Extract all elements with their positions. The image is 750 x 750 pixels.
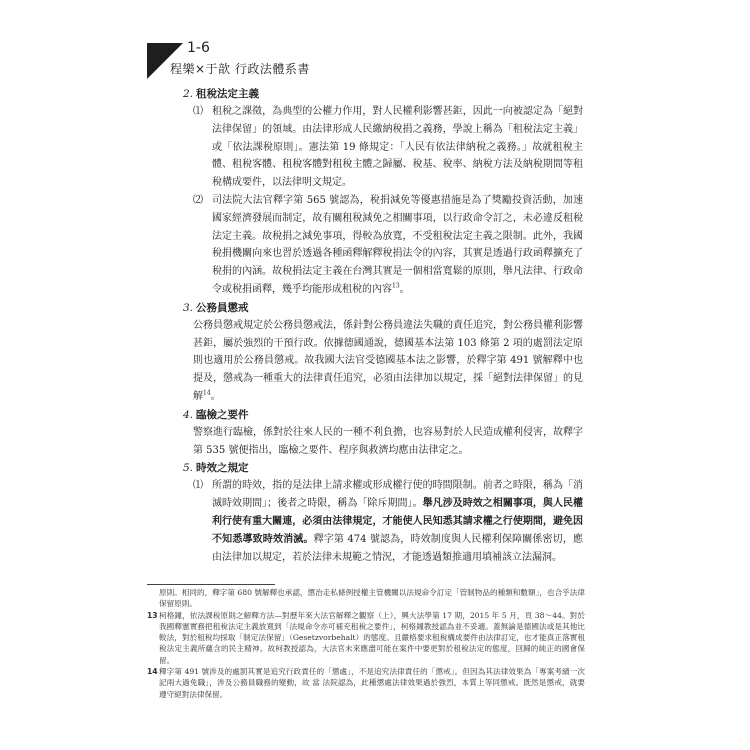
footnote-divider [147,584,275,585]
section-heading-2: 2. 租稅法定主義 [183,88,260,100]
list-item: ⑵ 司法院大法官釋字第 565 號認為，稅捐減免等優惠措施是為了獎勵投資活動，加速國家經濟發展而制定，故有關租稅減免之相關事項，以行政命令訂之，未必違反租稅法定主義。故稅捐之減免事項，得較為放寬，不受租稅法定主義之限制。此外，我國稅捐機關向來也習於透過各種函釋解釋稅捐法令的內容，其實是透過行政函釋擴充了稅捐的內涵。故稅捐法定主義在台灣其實是一個相當寬鬆的原則，舉凡法律、行政命令或稅捐函釋，幾乎均能形成租稅的內容$^{13}$。 [193,194,583,295]
footnotes [147,587,585,700]
footnote-ref-14: 14 [203,389,211,397]
footnote-13: 13 柯格鐘，依法課稅原則之解釋方法—對歷年來大法官解釋之觀察（上），興大法學第 17 期，2015 年 5 月，頁 38～44。對於我國釋憲實務把租稅法定主義放寬到「法規命令亦可補充租稅之要件」，柯格鐘教授認為並不妥適。蓋無論是德國法或是其他比較法，對於租稅均採取「制定法保留」（Gesetzvorbehalt）的態度。且嚴格要求租稅構成要件由法律訂定，也才能真正落實租稅法定主義所蘊含的民主精神。故柯教授認為，大法官未來應盡可能在案件中要更對於租稅法定的態度，回歸的純正的國會保留。 [147,610,585,665]
footnote-continued: 原則。相同的，釋字第 680 號解釋也承認，懲治走私條例授權主管機關以法規命令訂定「管制物品的種類和數額」，也合乎法律保留原則。 [159,588,585,609]
section-heading-5: 5. 時效之規定 [183,462,249,475]
footnote-14: 14 釋字第 491 號涉及的處罰其實是追究行政責任的「懲處」，不是追究法律責任的「懲戒」。但因為其法律效果為「專案考績一次記兩大過免職」，涉及公務員職務的變動，故 當 法院認為，此種懲處法律效果過於強烈，本質上等同懲戒。既然是懲戒，就要遵守絕對法律保留。 [147,667,585,699]
footnote-ref-13: 13 [392,282,400,290]
list-item: ⑴ 租稅之課徵，為典型的公權力作用，對人民權利影響甚鉅，因此一向被認定為「絕對法律保留」的領域。由法律形成人民繳納稅捐之義務，學說上稱為「租稅法定主義」或「依法課稅原則」。憲法第 19 條規定：「人民有依法律納稅之義務。」故就租稅主體、租稅客體、租稅客體對租稅主體之歸屬、稅基、稅率、納稅方法及納稅期間等租稅構成要件，以法律明文規定。 [193,106,583,189]
running-head: 程樂×于歆 行政法體系書 [170,62,310,76]
page-number: 1-6 [187,40,210,56]
paragraph: 警察進行臨檢，係對於往來人民的一種不利負擔，也容易對於人民造成權利侵害，故釋字第 535 號便指出，臨檢之要件、程序與救濟均應由法律定之。 [193,426,583,456]
paragraph: 公務員懲戒規定於公務員懲戒法，係針對公務員違法失職的責任追究，對公務員權利影響甚鉅，屬於強烈的干預行政。依據德國通說，德國基本法第 103 條第 2 項的處罰法定原則也適用於公務員懲戒。故我國大法官受德國基本法之影響，於釋字第 491 號解釋中也提及，懲戒為一種重大的法律責任追究，必須由法律加以規定，採「絕對法律保留」的見解$^{14}$。 [193,319,583,402]
emphasis-text: 舉凡涉及時效之相關事項，與人民權利行使有重大關連，必須由法律規定，才能使人民知悉其請求權之行使期間，避免因不知悉導致時效消滅。 [212,498,584,545]
section-heading-3: 3. 公務員懲戒 [183,301,249,314]
list-item: ⑴ 所謂的時效，指的是法律上請求權或形成權行使的時間限制。前者之時限，稱為「消滅時效期間」；後者之時限，稱為「除斥期間」。舉凡涉及時效之相關事項，與人民權利行使有重大關連，必須由法律規定，才能使人民知悉其請求權之行使期間，避免因不知悉導致時效消滅。釋字第 474 號認為，時效制度與人民權利保障關係密切，應由法律加以規定，若於法律未規範之情況，才能透過類推適用填補該立法漏洞。 [193,480,584,563]
body-content [183,85,583,566]
section-heading-4: 4. 臨檢之要件 [183,408,249,421]
